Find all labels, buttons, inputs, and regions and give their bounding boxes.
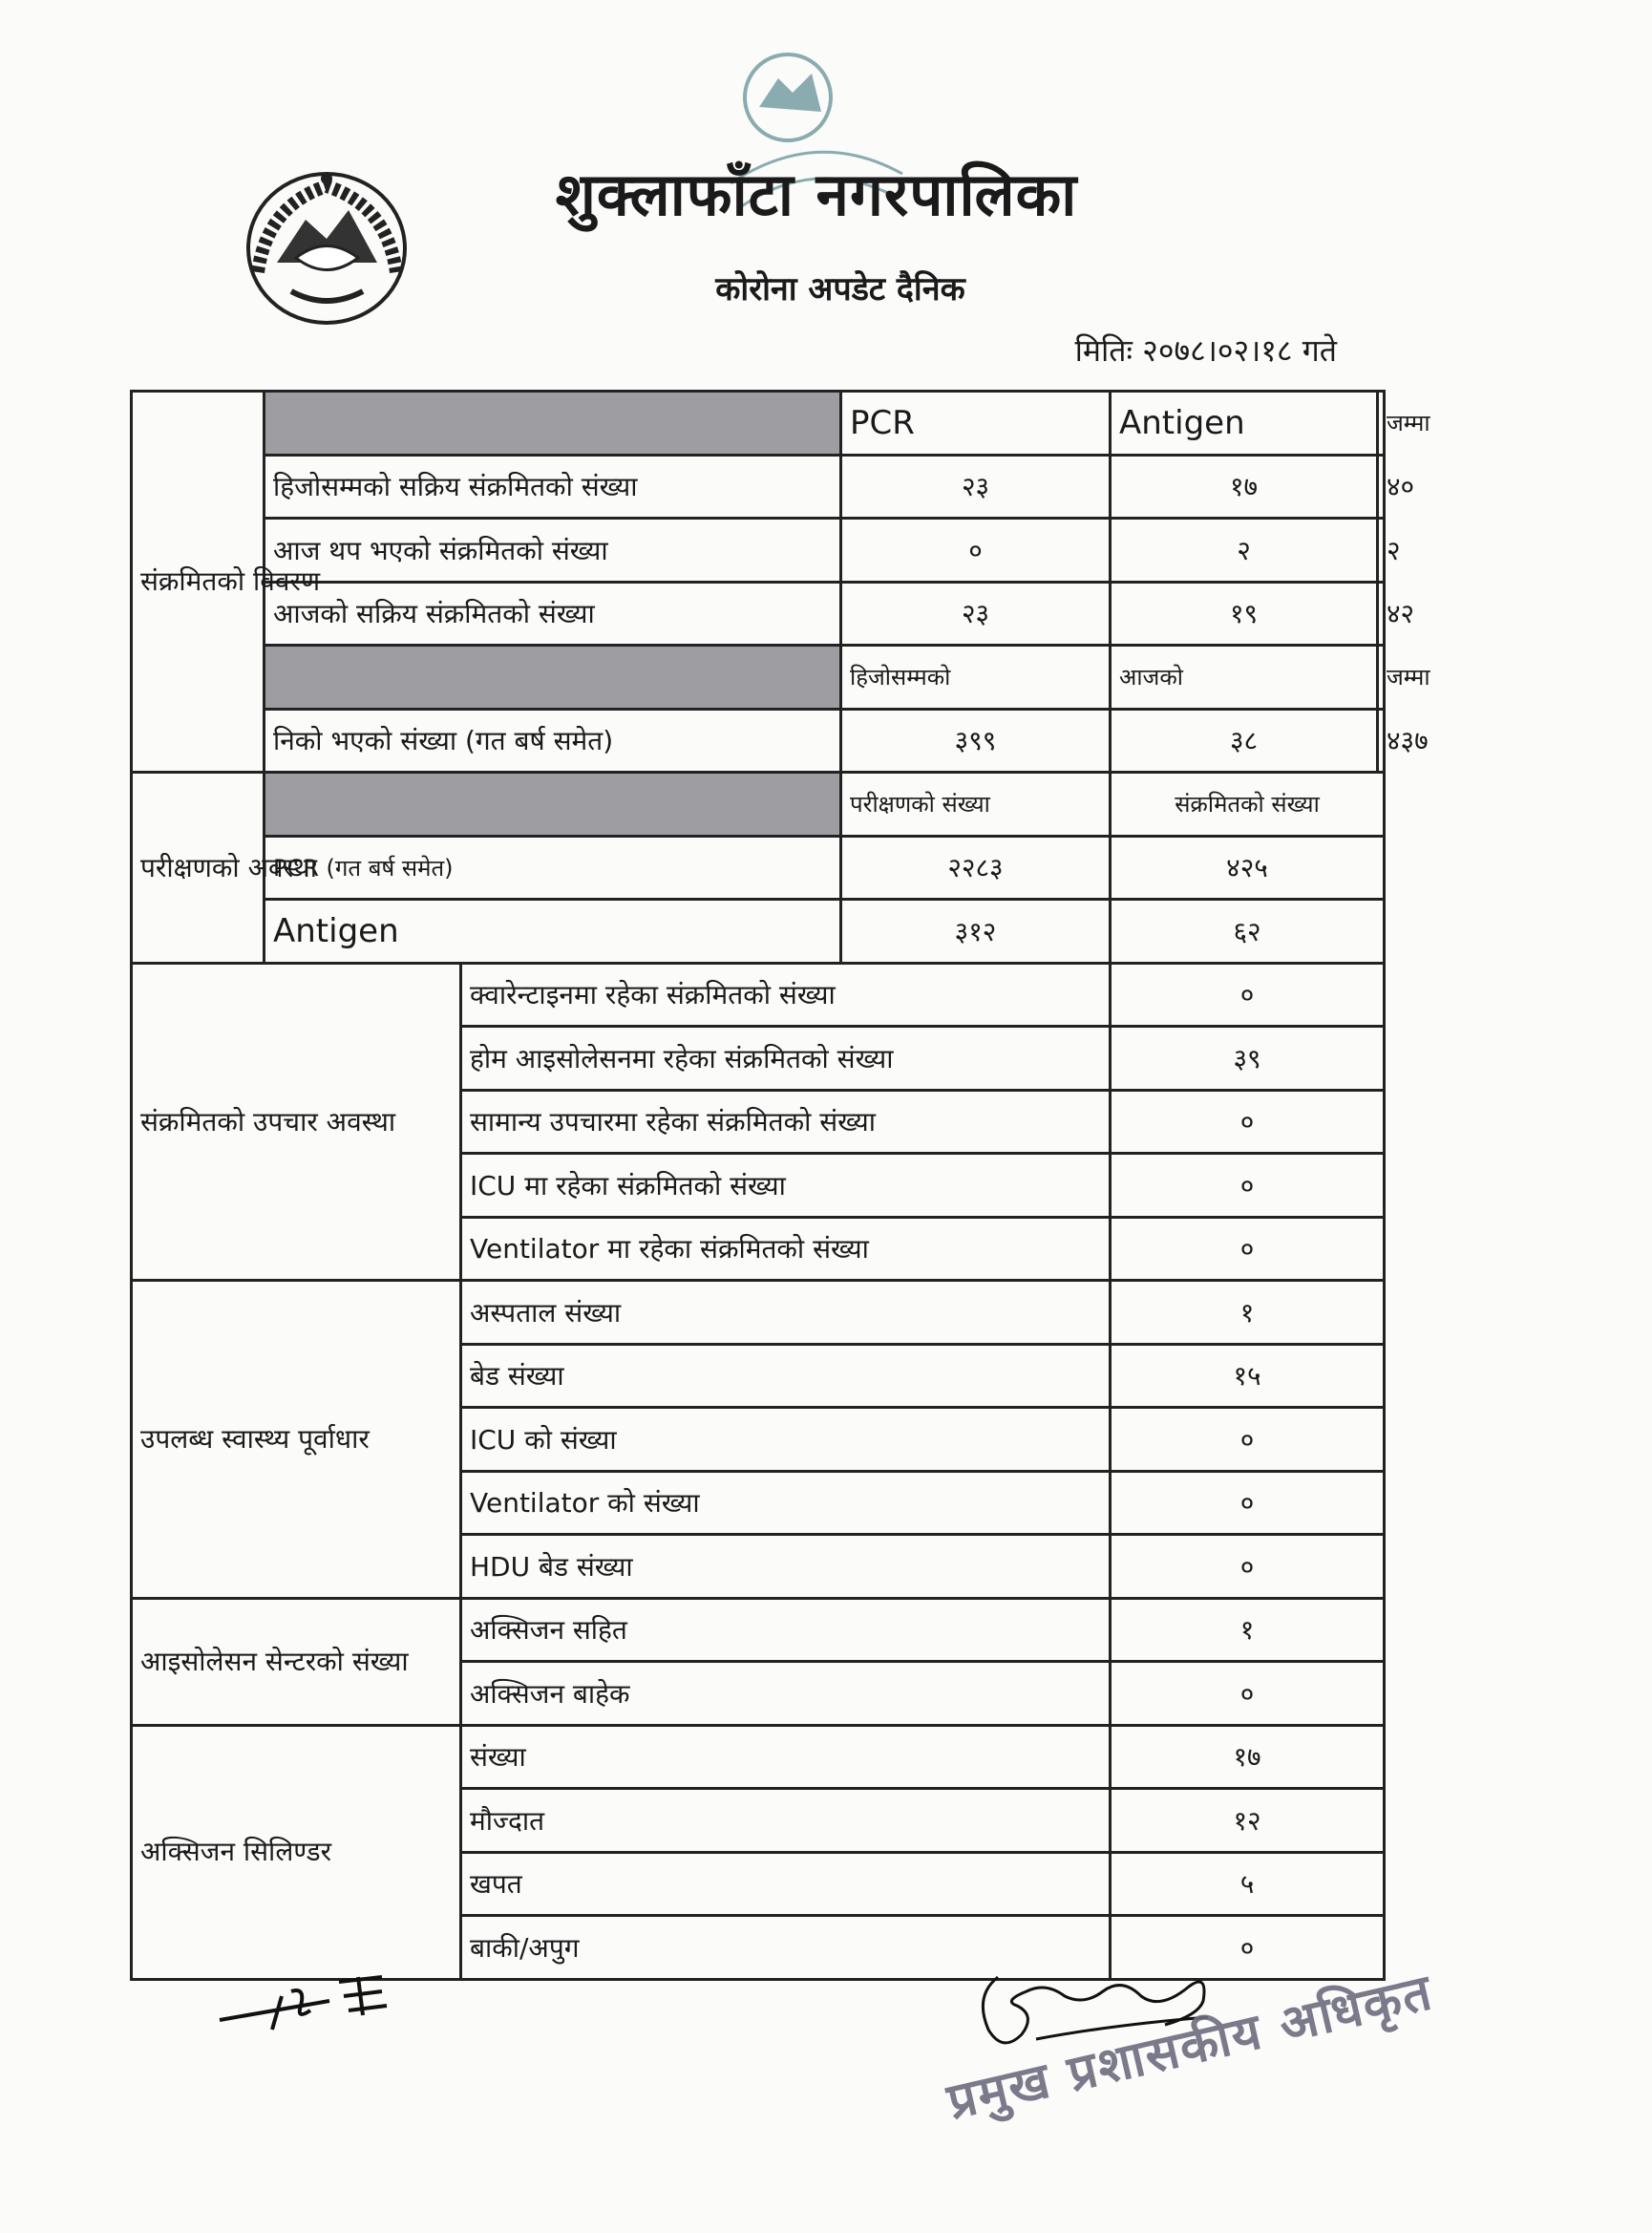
antigen-value: २ — [1111, 519, 1378, 583]
table-row — [132, 455, 1385, 519]
pcr-value: ० — [841, 519, 1111, 583]
row-label: ICU को संख्या — [461, 1408, 1111, 1472]
tests-value: २२८३ — [841, 836, 1111, 900]
row-label: निको भएको संख्या (गत बर्ष समेत) — [265, 709, 841, 773]
col-today: आजको — [1111, 646, 1378, 710]
row-label: होम आइसोलेसनमा रहेका संक्रमितको संख्या — [461, 1027, 1111, 1091]
row-label: ICU मा रहेका संक्रमितको संख्या — [461, 1154, 1111, 1218]
row-label: PCR (गत बर्ष समेत) — [265, 836, 841, 900]
shaded-header-cell — [265, 392, 841, 456]
table-row — [132, 1598, 1385, 1662]
row-value: १५ — [1111, 1344, 1385, 1408]
left-signature-icon — [215, 1967, 396, 2034]
today-value: ३८ — [1111, 709, 1378, 773]
row-value: ० — [1111, 1662, 1385, 1726]
infrastructure-section-label: उपलब्ध स्वास्थ्य पूर्वाधार — [132, 1281, 461, 1599]
covid-update-table — [130, 390, 1430, 1981]
col-until-yesterday: हिजोसम्मको — [841, 646, 1111, 710]
row-label: हिजोसम्मको सक्रिय संक्रमितको संख्या — [265, 455, 841, 519]
row-value: ० — [1111, 1916, 1385, 1980]
row-label: HDU बेड संख्या — [461, 1535, 1111, 1599]
pcr-value: २३ — [841, 582, 1111, 646]
row-label: अस्पताल संख्या — [461, 1281, 1111, 1345]
row-value: १७ — [1111, 1725, 1385, 1789]
row-label: खपत — [461, 1852, 1111, 1916]
recovered-header-row — [132, 646, 1385, 710]
tests-value: ३१२ — [841, 900, 1111, 964]
report-date: मितिः २०७८।०२।१८ गते — [1074, 332, 1337, 369]
row-label: अक्सिजन सहित — [461, 1598, 1111, 1662]
row-label: क्वारेन्टाइनमा रहेका संक्रमितको संख्या — [461, 963, 1111, 1027]
treatment-section-label: संक्रमितको उपचार अवस्था — [132, 963, 461, 1281]
table-row — [132, 709, 1385, 773]
col-total: जम्मा — [1378, 392, 1385, 456]
total-value: ४० — [1378, 455, 1385, 519]
row-label: आज थप भएको संक्रमितको संख्या — [265, 519, 841, 583]
row-value: ० — [1111, 1090, 1385, 1154]
row-label: Ventilator को संख्या — [461, 1471, 1111, 1535]
testing-header-row — [132, 773, 1385, 837]
row-value: १२ — [1111, 1789, 1385, 1853]
total-value: ४२ — [1378, 582, 1385, 646]
row-value: ० — [1111, 1471, 1385, 1535]
page-subtitle: कोरोना अपडेट दैनिक — [715, 270, 965, 308]
isolation-section-label: आइसोलेसन सेन्टरको संख्या — [132, 1598, 461, 1725]
col-antigen: Antigen — [1111, 392, 1378, 456]
oxygen-section-label: अक्सिजन सिलिण्डर — [132, 1725, 461, 1979]
row-label: आजको सक्रिय संक्रमितको संख्या — [265, 582, 841, 646]
official-stamp-text: प्रमुख प्रशासकीय अधिकृत — [942, 1963, 1439, 2132]
row-value: ० — [1111, 1408, 1385, 1472]
table-row — [132, 1725, 1385, 1789]
row-value: ० — [1111, 1154, 1385, 1218]
row-label: Antigen — [265, 900, 841, 964]
infection-header-row — [132, 392, 1385, 456]
row-label: मौज्दात — [461, 1789, 1111, 1853]
row-label: अक्सिजन बाहेक — [461, 1662, 1111, 1726]
row-value: ५ — [1111, 1852, 1385, 1916]
pcr-value: २३ — [841, 455, 1111, 519]
shaded-header-cell — [265, 773, 841, 837]
row-label: बेड संख्या — [461, 1344, 1111, 1408]
row-value: ० — [1111, 1217, 1385, 1281]
infected-value: ६२ — [1111, 900, 1385, 964]
page-title: शुक्लाफाँटा नगरपालिका — [555, 160, 1078, 229]
total-value: २ — [1378, 519, 1385, 583]
col-total: जम्मा — [1378, 646, 1385, 710]
col-pcr: PCR — [841, 392, 1111, 456]
infected-value: ४२५ — [1111, 836, 1385, 900]
antigen-value: १७ — [1111, 455, 1378, 519]
total-value: ४३७ — [1378, 709, 1385, 773]
until-yesterday-value: ३९९ — [841, 709, 1111, 773]
row-label: Ventilator मा रहेका संक्रमितको संख्या — [461, 1217, 1111, 1281]
table-row — [132, 1281, 1385, 1345]
infection-section-label: संक्रमितको विवरण — [132, 392, 265, 773]
row-label: बाकी/अपुग — [461, 1916, 1111, 1980]
row-label: संख्या — [461, 1725, 1111, 1789]
shaded-header-cell — [265, 646, 841, 710]
antigen-value: १९ — [1111, 582, 1378, 646]
table-row — [132, 900, 1385, 964]
row-value: ० — [1111, 963, 1385, 1027]
table-row — [132, 963, 1385, 1027]
row-value: ३९ — [1111, 1027, 1385, 1091]
row-value: १ — [1111, 1281, 1385, 1345]
row-label: सामान्य उपचारमा रहेका संक्रमितको संख्या — [461, 1090, 1111, 1154]
row-value: ० — [1111, 1535, 1385, 1599]
col-infected: संक्रमितको संख्या — [1111, 773, 1385, 837]
row-value: १ — [1111, 1598, 1385, 1662]
testing-section-label: परीक्षणको अवस्था — [132, 773, 265, 964]
col-tests: परीक्षणको संख्या — [841, 773, 1111, 837]
table-row — [132, 836, 1385, 900]
